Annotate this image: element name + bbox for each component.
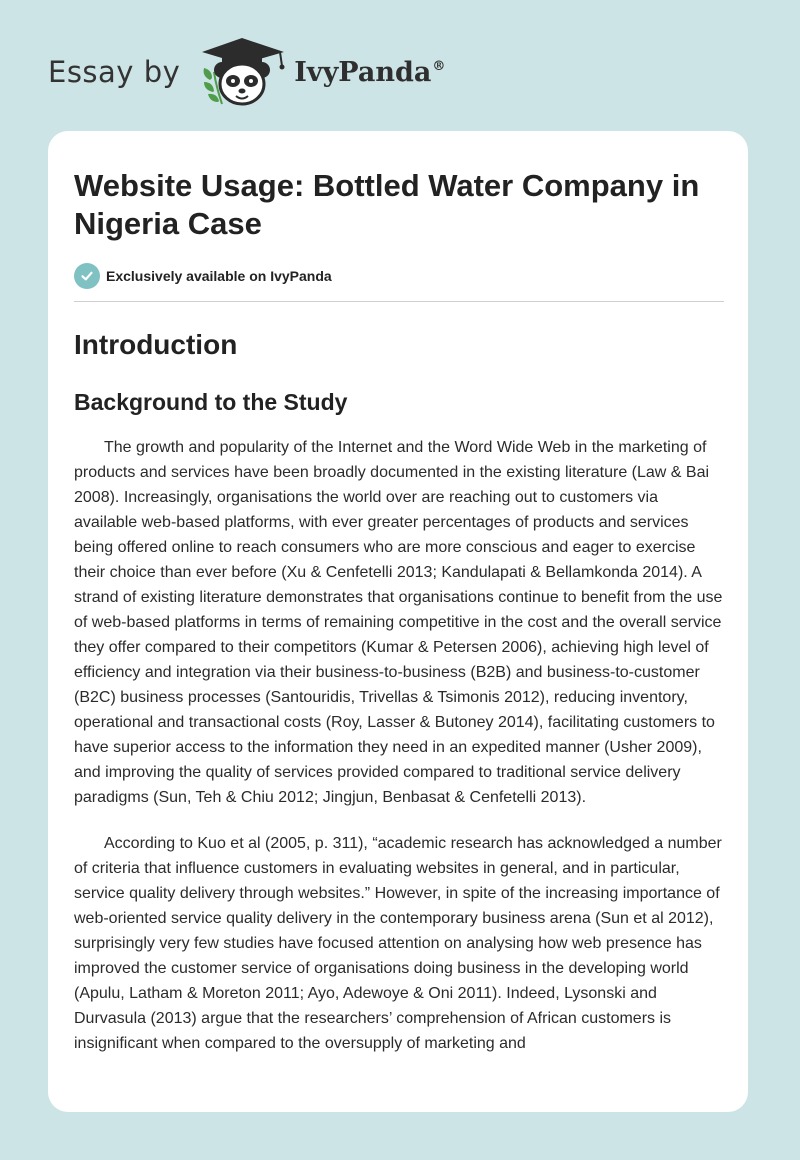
check-circle-icon: [74, 263, 100, 289]
subsection-heading: Background to the Study: [74, 389, 348, 415]
brand-name-text: IvyPanda: [294, 56, 432, 88]
brand-header[interactable]: [48, 36, 445, 108]
paragraph: According to Kuo et al (2005, p. 311), “academic research has acknowledged a number of criteria that influence customers in evaluating websites in general, and in particular, service quality delivery through websites.” However, in spite of the increasing importance of web-oriented service quality delivery in the contemporary business arena (Sun et al 2012), surprisingly very few studies have focused attention on analysing how web presence has improved the customer service of organisations doing business in the developing world (Apulu, Latham & Moreton 2011; Ayo, Adewoye & Oni 2011). Indeed, Lysonski and Durvasula (2013) argue that the researchers’ comprehension of African customers is insignificant when compared to the oversupply of marketing and: [74, 835, 722, 1052]
page-title: Website Usage: Bottled Water Company in Nigeria Case: [74, 168, 700, 241]
panda-graduate-icon: [196, 36, 288, 108]
registered-mark: ®: [432, 58, 446, 74]
brand-name: [294, 57, 445, 88]
badge-text: Exclusively available on IvyPanda: [106, 268, 332, 284]
brand-prefix: Essay by: [48, 55, 181, 89]
article-content: [74, 167, 724, 1056]
section-heading: Introduction: [74, 329, 238, 360]
article-card: [48, 131, 748, 1112]
divider: [74, 301, 724, 302]
exclusive-badge: [74, 263, 724, 289]
paragraph: The growth and popularity of the Internet and the Word Wide Web in the marketing of products and services have been broadly documented in the existing literature (Law & Bai 2008). Increasingly, organisations the world over are reaching out to customers via available web-based platforms, with ever greater percentages of products and services being offered online to reach consumers who are more conscious and eager to exercise their choice than ever before (Xu & Cenfetelli 2013; Kandulapati & Bellamkonda 2014). A strand of existing literature demonstrates that organisations continue to benefit from the use of web-based platforms in terms of remaining competitive in the cost and the overall service they offer compared to their competitors (Kumar & Petersen 2006), achieving high level of efficiency and integration via their business-to-business (B2B) and business-to-customer (B2C) business processes (Santouridis, Trivellas & Tsimonis 2012), reducing inventory, operational and transactional costs (Roy, Lasser & Butoney 2014), facilitating customers to have superior access to the information they need in an expedited manner (Usher 2009), and improving the quality of services provided compared to traditional service delivery paradigms (Sun, Teh & Chiu 2012; Jingjun, Benbasat & Cenfetelli 2013).: [74, 439, 723, 806]
